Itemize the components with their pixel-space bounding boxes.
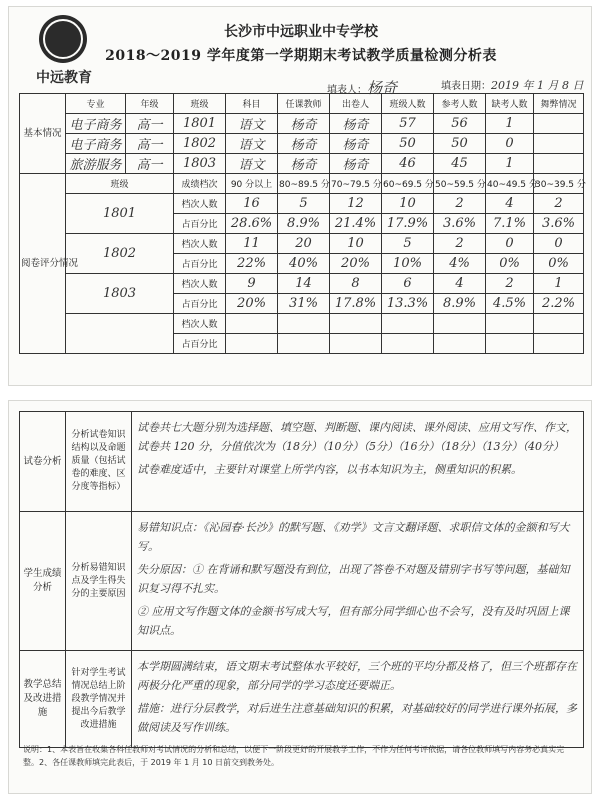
basic-cell: 旅游服务 <box>66 154 126 174</box>
count-label: 档次人数 <box>174 234 226 254</box>
count-cell: 11 <box>226 234 278 254</box>
percent-cell: 40% <box>278 254 330 274</box>
column-header: 舞弊情况 <box>534 94 584 114</box>
basic-cell <box>534 114 584 134</box>
percent-cell: 4% <box>434 254 486 274</box>
class-name <box>66 314 174 354</box>
percent-cell: 17.8% <box>330 294 382 314</box>
percent-label: 占百分比 <box>174 254 226 274</box>
filler-label: 填表人： <box>327 85 367 96</box>
percent-cell: 8.9% <box>278 214 330 234</box>
school-name: 长沙市中远职业中专学校 <box>224 24 378 40</box>
percent-cell: 4.5% <box>486 294 534 314</box>
count-cell <box>434 314 486 334</box>
percent-cell: 2.2% <box>534 294 584 314</box>
count-cell: 0 <box>534 234 584 254</box>
basic-cell: 57 <box>382 114 434 134</box>
basic-cell: 杨奇 <box>330 114 382 134</box>
table-row <box>20 194 584 214</box>
column-header: 专业 <box>66 94 126 114</box>
class-header: 班级 <box>66 174 174 194</box>
basic-cell: 语文 <box>226 154 278 174</box>
percent-cell: 7.1% <box>486 214 534 234</box>
footnote: 说明：1、本表旨在收集各科任教师对考试情况的分析和总结，以便下一阶段更好的开展教学工作，不作为任何考评依据，请各位教师填写内容务必真实完整。2、各任课教师填完此表后，于 2019 年 1 月 10 日前交到教务处。 <box>23 745 565 767</box>
section-label-scores: 阅卷评分情况 <box>20 174 66 354</box>
basic-cell: 50 <box>382 134 434 154</box>
column-header: 任课教师 <box>278 94 330 114</box>
filler-value: 杨奇 <box>367 79 398 97</box>
percent-cell <box>330 334 382 354</box>
score-band-header: 30~39.5 分 <box>534 174 584 194</box>
basic-cell: 46 <box>382 154 434 174</box>
count-cell: 2 <box>434 234 486 254</box>
analysis-row <box>20 651 584 748</box>
percent-cell: 20% <box>226 294 278 314</box>
count-cell: 2 <box>434 194 486 214</box>
column-header: 科目 <box>226 94 278 114</box>
count-cell: 10 <box>330 234 382 254</box>
handwritten-paragraph: 本学期圆满结束，语文期末考试整体水平较好，三个班的平均分都及格了，但三个班都存在两极分化严重的现象，部分同学的学习态度还要端正。 <box>137 660 577 692</box>
percent-cell: 20% <box>330 254 382 274</box>
table-row <box>20 234 584 254</box>
count-cell <box>278 314 330 334</box>
percent-cell: 28.6% <box>226 214 278 234</box>
basic-cell: 杨奇 <box>278 114 330 134</box>
count-cell: 9 <box>226 274 278 294</box>
column-header: 班级 <box>174 94 226 114</box>
scores-header-row <box>20 174 584 194</box>
basic-cell: 高一 <box>126 134 174 154</box>
percent-cell: 0% <box>534 254 584 274</box>
analysis-body <box>132 512 584 651</box>
count-cell <box>486 314 534 334</box>
basic-cell: 45 <box>434 154 486 174</box>
count-label: 档次人数 <box>174 274 226 294</box>
column-header: 参考人数 <box>434 94 486 114</box>
level-header: 成绩档次 <box>174 174 226 194</box>
analysis-description: 分析试卷知识结构以及命题质量（包括试卷的难度、区分度等指标） <box>66 412 132 512</box>
percent-cell: 3.6% <box>534 214 584 234</box>
count-cell <box>330 314 382 334</box>
basic-cell: 电子商务 <box>66 134 126 154</box>
basic-cell: 1801 <box>174 114 226 134</box>
analysis-row <box>20 512 584 651</box>
handwritten-paragraph: 易错知识点：《沁园春·长沙》的默写题、《劝学》文言文翻译题、求职信文体的金额和写大写。 <box>137 521 570 553</box>
percent-cell: 31% <box>278 294 330 314</box>
basic-cell: 50 <box>434 134 486 154</box>
table-row <box>20 114 584 134</box>
count-cell <box>382 314 434 334</box>
column-header: 班级人数 <box>382 94 434 114</box>
column-header: 缺考人数 <box>486 94 534 114</box>
table-row <box>20 274 584 294</box>
analysis-description: 针对学生考试情况总结上阶段教学情况并提出今后教学改进措施 <box>66 651 132 748</box>
percent-cell: 10% <box>382 254 434 274</box>
handwritten-paragraph: 失分原因：① 在背诵和默写题没有到位，出现了答卷不对题及错别字书写等问题，基础知识复习得不扎实。 <box>137 563 570 595</box>
percent-cell <box>534 334 584 354</box>
percent-label: 占百分比 <box>174 214 226 234</box>
basic-cell: 1802 <box>174 134 226 154</box>
section-label-basic: 基本情况 <box>20 94 66 174</box>
handwritten-paragraph: 试卷难度适中，主要针对课堂上所学内容，以书本知识为主，侧重知识的积累。 <box>137 463 522 476</box>
basic-cell <box>534 134 584 154</box>
date-label: 填表日期： <box>441 81 491 92</box>
analysis-section-label: 教学总结及改进措施 <box>20 651 66 748</box>
table-row <box>20 314 584 334</box>
basic-cell: 杨奇 <box>278 134 330 154</box>
basic-cell <box>534 154 584 174</box>
basic-cell: 电子商务 <box>66 114 126 134</box>
percent-label: 占百分比 <box>174 334 226 354</box>
basic-cell: 语文 <box>226 114 278 134</box>
count-cell: 5 <box>278 194 330 214</box>
percent-cell <box>486 334 534 354</box>
percent-cell: 17.9% <box>382 214 434 234</box>
score-band-header: 50~59.5 分 <box>434 174 486 194</box>
handwritten-paragraph: 措施：进行分层教学，对后进生注意基础知识的积累，对基础较好的同学进行课外拓展，多做阅读及写作训练。 <box>137 702 577 734</box>
statistics-table <box>19 93 584 354</box>
percent-cell: 8.9% <box>434 294 486 314</box>
score-band-header: 60~69.5 分 <box>382 174 434 194</box>
count-cell: 16 <box>226 194 278 214</box>
count-label: 档次人数 <box>174 314 226 334</box>
count-cell: 8 <box>330 274 382 294</box>
count-cell: 4 <box>434 274 486 294</box>
date-field <box>441 77 583 93</box>
column-header: 年级 <box>126 94 174 114</box>
analysis-row <box>20 412 584 512</box>
table-row <box>20 134 584 154</box>
logo-text: 中远教育 <box>36 70 92 86</box>
percent-cell: 22% <box>226 254 278 274</box>
count-label: 档次人数 <box>174 194 226 214</box>
count-cell: 4 <box>486 194 534 214</box>
basic-cell: 0 <box>486 134 534 154</box>
class-name: 1802 <box>66 234 174 274</box>
count-cell: 10 <box>382 194 434 214</box>
percent-cell <box>226 334 278 354</box>
basic-cell: 1 <box>486 154 534 174</box>
analysis-section-label: 学生成绩分析 <box>20 512 66 651</box>
percent-cell: 21.4% <box>330 214 382 234</box>
count-cell: 12 <box>330 194 382 214</box>
table-row <box>20 154 584 174</box>
basic-header-row <box>20 94 584 114</box>
basic-cell: 56 <box>434 114 486 134</box>
percent-cell: 0% <box>486 254 534 274</box>
count-cell: 2 <box>486 274 534 294</box>
handwritten-paragraph: ② 应用文写作题文体的金额书写成大写，但有部分同学细心也不会写，没有及时巩固上课知识点。 <box>137 605 570 637</box>
score-band-header: 40~49.5 分 <box>486 174 534 194</box>
score-band-header: 70~79.5 分 <box>330 174 382 194</box>
basic-cell: 高一 <box>126 154 174 174</box>
form-title: 2018～2019 学年度第一学期期末考试教学质量检测分析表 <box>105 48 497 64</box>
analysis-section-label: 试卷分析 <box>20 412 66 512</box>
score-band-header: 90 分以上 <box>226 174 278 194</box>
score-band-header: 80~89.5 分 <box>278 174 330 194</box>
count-cell <box>534 314 584 334</box>
percent-cell <box>382 334 434 354</box>
count-cell: 6 <box>382 274 434 294</box>
percent-cell <box>434 334 486 354</box>
class-name: 1801 <box>66 194 174 234</box>
basic-cell: 杨奇 <box>330 134 382 154</box>
handwritten-paragraph: 试卷共七大题分别为选择题、填空题、判断题、课内阅读、课外阅读、应用文写作、作文，试卷共 120 分，分值依次为（18分）（10分）（5分）（16分）（18分）（13分）（40分） <box>137 421 577 453</box>
count-cell <box>226 314 278 334</box>
class-name: 1803 <box>66 274 174 314</box>
analysis-form-page-1 <box>8 6 592 386</box>
basic-cell: 1803 <box>174 154 226 174</box>
analysis-table <box>19 411 584 748</box>
basic-cell: 高一 <box>126 114 174 134</box>
analysis-description: 分析易错知识点及学生得失分的主要原因 <box>66 512 132 651</box>
analysis-body <box>132 651 584 748</box>
analysis-form-page-2 <box>8 400 592 794</box>
basic-cell: 杨奇 <box>278 154 330 174</box>
percent-cell: 13.3% <box>382 294 434 314</box>
analysis-body <box>132 412 584 512</box>
basic-cell: 1 <box>486 114 534 134</box>
count-cell: 20 <box>278 234 330 254</box>
count-cell: 5 <box>382 234 434 254</box>
percent-label: 占百分比 <box>174 294 226 314</box>
column-header: 出卷人 <box>330 94 382 114</box>
count-cell: 1 <box>534 274 584 294</box>
basic-cell: 杨奇 <box>330 154 382 174</box>
count-cell: 0 <box>486 234 534 254</box>
count-cell: 14 <box>278 274 330 294</box>
count-cell: 2 <box>534 194 584 214</box>
basic-cell: 语文 <box>226 134 278 154</box>
percent-cell: 3.6% <box>434 214 486 234</box>
date-value: 2019 年 1 月 8 日 <box>491 79 584 92</box>
percent-cell <box>278 334 330 354</box>
